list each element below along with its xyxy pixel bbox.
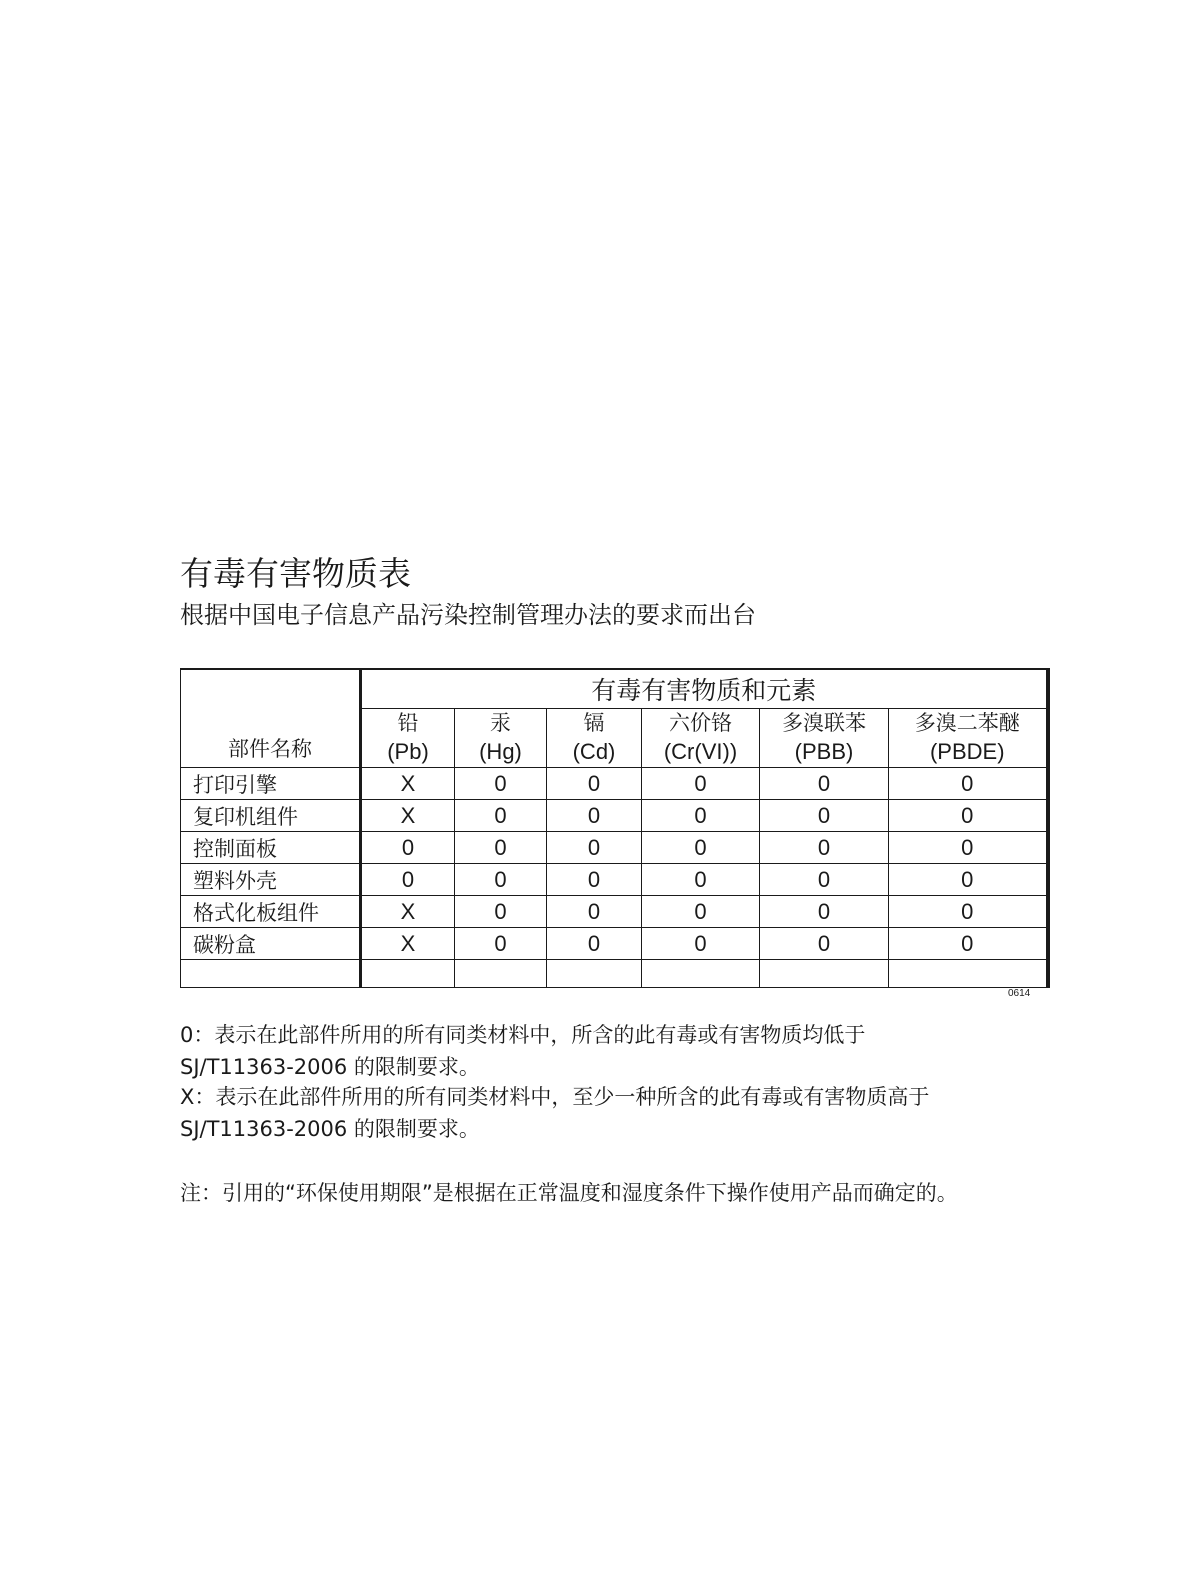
value-cell: 0 — [642, 928, 760, 960]
value-cell: 0 — [889, 768, 1048, 800]
value-cell: 0 — [760, 832, 889, 864]
footnote: 注：引用的“环保使用期限”是根据在正常温度和湿度条件下操作使用产品而确定的。 — [180, 1181, 958, 1205]
figure-code: 0614 — [1008, 988, 1031, 999]
part-name-cell: 复印机组件 — [181, 800, 361, 832]
value-cell: 0 — [642, 800, 760, 832]
value-cell: 0 — [361, 864, 455, 896]
value-cell: 0 — [889, 896, 1048, 928]
value-cell: 0 — [889, 832, 1048, 864]
value-cell: 0 — [760, 800, 889, 832]
element-header-chromium — [642, 709, 760, 768]
table-row — [181, 928, 1048, 960]
element-header-pbb — [760, 709, 889, 768]
table-row — [181, 864, 1048, 896]
value-cell: 0 — [455, 928, 547, 960]
value-cell: 0 — [547, 832, 642, 864]
element-name: 多溴联苯 — [782, 712, 866, 735]
table-row — [181, 800, 1048, 832]
value-cell: 0 — [455, 864, 547, 896]
hazardous-substance-table — [180, 668, 1050, 988]
empty-cell — [760, 960, 889, 988]
value-cell: 0 — [760, 896, 889, 928]
value-cell: 0 — [760, 864, 889, 896]
value-cell: 0 — [760, 928, 889, 960]
table-row — [181, 832, 1048, 864]
substance-group-header: 有毒有害物质和元素 — [361, 669, 1048, 709]
element-name: 六价铬 — [669, 712, 732, 735]
element-symbol: (Hg) — [479, 739, 522, 764]
value-cell: X — [361, 800, 455, 832]
element-name: 铅 — [397, 712, 419, 735]
element-header-lead — [361, 709, 455, 768]
value-cell: 0 — [547, 928, 642, 960]
value-cell: X — [361, 768, 455, 800]
value-cell: 0 — [642, 864, 760, 896]
element-header-pbde — [889, 709, 1048, 768]
part-name-cell: 塑料外壳 — [181, 864, 361, 896]
element-symbol: (PBB) — [794, 739, 854, 764]
empty-cell — [181, 960, 361, 988]
element-name: 多溴二苯醚 — [914, 712, 1020, 735]
empty-cell — [547, 960, 642, 988]
empty-table-row — [181, 960, 1048, 988]
value-cell: 0 — [547, 864, 642, 896]
part-name-cell: 格式化板组件 — [181, 896, 361, 928]
value-cell: 0 — [547, 800, 642, 832]
element-symbol: (Pb) — [387, 739, 429, 764]
value-cell: 0 — [760, 768, 889, 800]
value-cell: 0 — [455, 896, 547, 928]
value-cell: 0 — [889, 928, 1048, 960]
table-row — [181, 768, 1048, 800]
value-cell: 0 — [889, 800, 1048, 832]
value-cell: 0 — [455, 800, 547, 832]
note-x-line-2: SJ/T11363-2006 的限制要求。 — [180, 1117, 480, 1141]
element-name: 汞 — [490, 712, 511, 735]
empty-cell — [889, 960, 1048, 988]
element-name: 镉 — [583, 712, 605, 735]
part-name-cell: 控制面板 — [181, 832, 361, 864]
value-cell: 0 — [642, 832, 760, 864]
value-cell: 0 — [547, 768, 642, 800]
value-cell: 0 — [642, 896, 760, 928]
value-cell: 0 — [547, 896, 642, 928]
empty-cell — [642, 960, 760, 988]
value-cell: X — [361, 928, 455, 960]
page-title: 有毒有害物质表 — [180, 554, 411, 593]
note-x-line-1: X：表示在此部件所用的所有同类材料中，至少一种所含的此有毒或有害物质高于 — [180, 1085, 930, 1109]
element-symbol: (Cd) — [572, 739, 616, 764]
value-cell: 0 — [455, 768, 547, 800]
note-zero-line-1: 0：表示在此部件所用的所有同类材料中，所含的此有毒或有害物质均低于 — [180, 1023, 866, 1047]
value-cell: 0 — [361, 832, 455, 864]
part-name-header: 部件名称 — [181, 669, 361, 768]
page-subtitle: 根据中国电子信息产品污染控制管理办法的要求而出台 — [180, 601, 756, 629]
part-name-cell: 碳粉盒 — [181, 928, 361, 960]
empty-cell — [455, 960, 547, 988]
table-row — [181, 896, 1048, 928]
element-symbol: (PBDE) — [929, 739, 1005, 764]
value-cell: 0 — [889, 864, 1048, 896]
note-zero-line-2: SJ/T11363-2006 的限制要求。 — [180, 1055, 480, 1079]
value-cell: X — [361, 896, 455, 928]
element-symbol: (Cr(VI)) — [663, 739, 738, 764]
part-name-cell: 打印引擎 — [181, 768, 361, 800]
element-header-mercury — [455, 709, 547, 768]
element-header-cadmium — [547, 709, 642, 768]
empty-cell — [361, 960, 455, 988]
value-cell: 0 — [642, 768, 760, 800]
value-cell: 0 — [455, 832, 547, 864]
